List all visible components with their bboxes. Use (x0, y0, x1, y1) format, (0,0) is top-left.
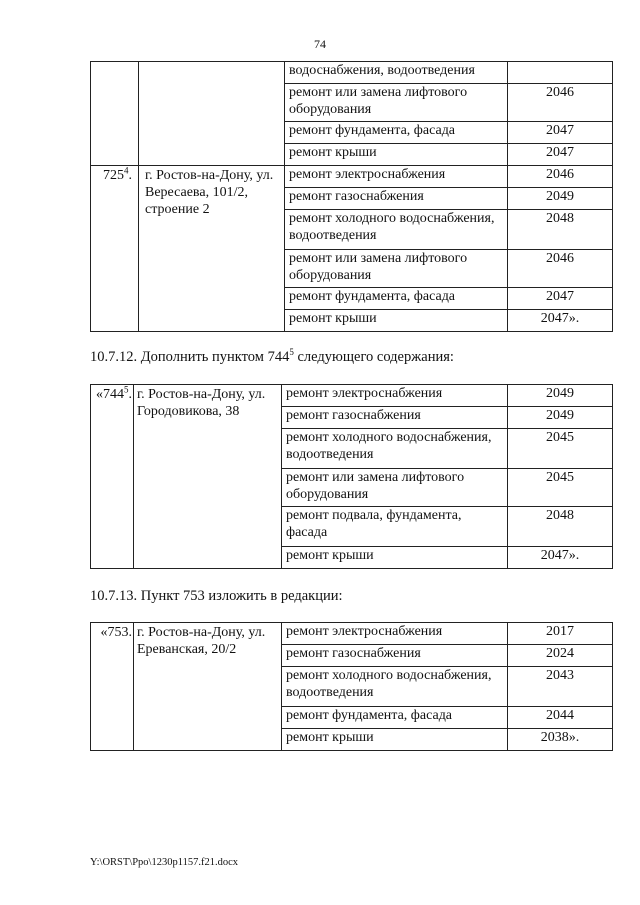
year-cell (508, 62, 613, 84)
work-cell: ремонт или замена лифтового оборудования (285, 250, 508, 288)
year-cell: 2049 (508, 407, 613, 429)
work-cell: ремонт или замена лифтового оборудования (285, 84, 508, 122)
page-number: 74 (314, 37, 326, 51)
paragraph-add-item: 10.7.12. Дополнить пунктом $744^5$ следующего содержания: (90, 347, 454, 365)
year-cell: 2045 (508, 429, 613, 469)
year-cell: 2047». (508, 310, 613, 332)
address-cell: г. Ростов-на-Дону, ул. Ереванская, 20/2 (134, 623, 282, 751)
item-number: $725^4$. (91, 166, 139, 332)
work-cell: ремонт крыши (285, 310, 508, 332)
year-cell: 2046 (508, 250, 613, 288)
year-cell: 2049 (508, 385, 613, 407)
table-row (91, 385, 613, 407)
table-item-753 (90, 622, 613, 751)
table-continuation (90, 61, 613, 332)
table-row (91, 62, 613, 84)
address-cell-empty (139, 62, 285, 166)
year-cell: 2049 (508, 188, 613, 210)
work-cell: ремонт фундамента, фасада (285, 122, 508, 144)
table-row (91, 166, 613, 188)
item-number: «$744^5$. (91, 385, 134, 569)
work-cell: ремонт холодного водоснабжения, водоотведения (282, 667, 508, 707)
address-cell: г. Ростов-на-Дону, ул. Вересаева, 101/2, строение 2 (139, 166, 285, 332)
year-cell: 2044 (508, 707, 613, 729)
work-cell: водоснабжения, водоотведения (285, 62, 508, 84)
address-cell: г. Ростов-на-Дону, ул. Городовикова, 38 (134, 385, 282, 569)
year-cell: 2024 (508, 645, 613, 667)
num-cell-empty (91, 62, 139, 166)
work-cell: ремонт электроснабжения (282, 623, 508, 645)
year-cell: 2046 (508, 84, 613, 122)
work-cell: ремонт газоснабжения (282, 407, 508, 429)
year-cell: 2047 (508, 144, 613, 166)
work-cell: ремонт электроснабжения (285, 166, 508, 188)
year-cell: 2046 (508, 166, 613, 188)
year-cell: 2017 (508, 623, 613, 645)
work-cell: ремонт холодного водоснабжения, водоотведения (285, 210, 508, 250)
work-cell: ремонт газоснабжения (282, 645, 508, 667)
year-cell: 2045 (508, 469, 613, 507)
work-cell: ремонт газоснабжения (285, 188, 508, 210)
work-cell: ремонт крыши (285, 144, 508, 166)
footer-file-path: Y:\ORST\Ppo\1230p1157.f21.docx (90, 857, 238, 868)
year-cell: 2047 (508, 122, 613, 144)
year-cell: 2043 (508, 667, 613, 707)
year-cell: 2048 (508, 507, 613, 547)
work-cell: ремонт фундамента, фасада (282, 707, 508, 729)
year-cell: 2038». (508, 729, 613, 751)
table-row (91, 623, 613, 645)
work-cell: ремонт или замена лифтового оборудования (282, 469, 508, 507)
work-cell: ремонт электроснабжения (282, 385, 508, 407)
year-cell: 2047 (508, 288, 613, 310)
work-cell: ремонт фундамента, фасада (285, 288, 508, 310)
work-cell: ремонт холодного водоснабжения, водоотведения (282, 429, 508, 469)
table-item-744 (90, 384, 613, 569)
paragraph-replace-item: 10.7.13. Пункт 753 изложить в редакции: (90, 588, 343, 604)
item-number: «753. (91, 623, 134, 751)
work-cell: ремонт подвала, фундамента, фасада (282, 507, 508, 547)
work-cell: ремонт крыши (282, 547, 508, 569)
work-cell: ремонт крыши (282, 729, 508, 751)
year-cell: 2048 (508, 210, 613, 250)
year-cell: 2047». (508, 547, 613, 569)
